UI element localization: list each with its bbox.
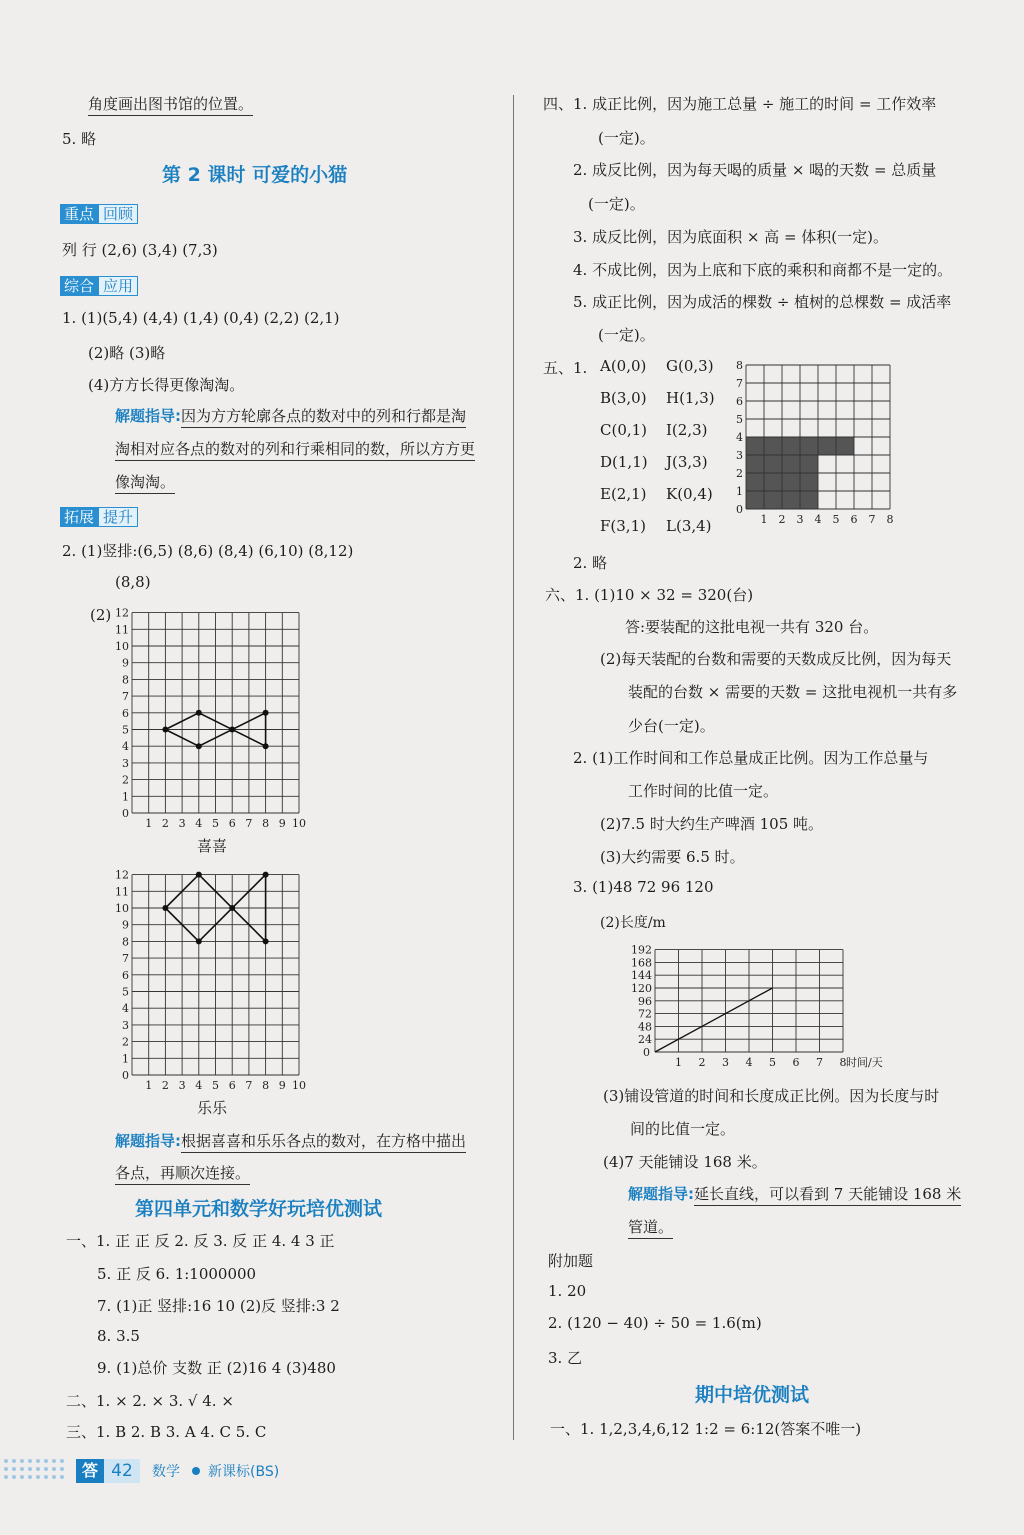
text-line: 3. (1)48 72 96 120 (573, 878, 714, 896)
x-tick-label: 7 (816, 1056, 823, 1069)
text-line: (4)方方长得更像淘淘。 (88, 376, 245, 394)
x-tick-label: 1 (675, 1056, 682, 1069)
y-tick-label: 4 (736, 431, 743, 444)
x-tick-label: 10 (292, 1079, 306, 1092)
column-divider (513, 95, 514, 1440)
section-tag: 拓展 提升 (60, 507, 138, 527)
y-tick-label: 4 (122, 1002, 129, 1016)
filled-cell (764, 437, 782, 455)
text-line: 角度画出图书馆的位置。 (88, 93, 253, 114)
filled-cell (818, 437, 836, 455)
y-tick-label: 1 (736, 485, 743, 498)
x-tick-label: 8 (886, 513, 894, 526)
x-tick-label: 2 (161, 1079, 169, 1092)
y-tick-label: 192 (631, 943, 652, 957)
x-tick-label: 3 (722, 1056, 729, 1069)
y-tick-label: 8 (122, 673, 129, 687)
x-tick-label: 9 (278, 817, 286, 830)
y-tick-label: 5 (122, 985, 129, 999)
data-point (229, 727, 235, 733)
y-tick-label: 24 (638, 1033, 652, 1047)
filled-cell (746, 455, 764, 473)
data-point (162, 727, 168, 733)
coord-item: J(3,3) (666, 453, 708, 471)
section-tag: 综合 应用 (60, 276, 138, 296)
text-line: (一定)。 (598, 129, 655, 147)
y-tick-label: 168 (631, 956, 652, 970)
y-tick-label: 48 (638, 1020, 652, 1034)
y-tick-label: 9 (122, 656, 129, 670)
hint-line: 像淘淘。 (115, 471, 175, 492)
y-tick-label: 2 (122, 773, 129, 787)
x-tick-label: 1 (145, 817, 153, 830)
text-line: (一定)。 (588, 195, 645, 213)
coord-item: G(0,3) (666, 357, 714, 375)
section-tag: 重点 回顾 (60, 204, 138, 224)
filled-cell (746, 473, 764, 491)
text-line: 四、1. 成正比例，因为施工总量 ÷ 施工的时间 = 工作效率 (543, 95, 937, 113)
hint-line: 解题指导:因为方方轮廓各点的数对中的列和行都是淘 (115, 405, 466, 426)
origin-label: 0 (643, 1046, 650, 1059)
text-line: 2. 略 (573, 554, 608, 572)
mid-test-title: 期中培优测试 (695, 1384, 810, 1406)
y-tick-label: 5 (122, 723, 129, 737)
data-point (263, 710, 269, 716)
y-tick-label: 144 (631, 969, 652, 983)
text-line: (8,8) (115, 573, 151, 591)
series-line (655, 988, 773, 1052)
x-tick-label: 8 (262, 1079, 270, 1092)
line-chart (615, 935, 905, 1070)
x-tick-label: 3 (178, 1079, 186, 1092)
y-tick-label: 0 (736, 503, 743, 516)
text-line: 2. (1)竖排:(6,5) (8,6) (8,4) (6,10) (8,12) (62, 542, 354, 560)
data-point (263, 872, 269, 878)
filled-cell (800, 437, 818, 455)
coord-item: D(1,1) (600, 453, 648, 471)
hint-line: 解题指导:根据喜喜和乐乐各点的数对，在方格中描出 (115, 1130, 466, 1151)
x-tick-label: 10 (292, 817, 306, 830)
text-line: 三、1. B 2. B 3. A 4. C 5. C (66, 1423, 267, 1441)
y-tick-label: 11 (115, 885, 129, 899)
text-line: 1. (1)(5,4) (4,4) (1,4) (0,4) (2,2) (2,1) (62, 309, 340, 327)
text-line: 7. (1)正 竖排:16 10 (2)反 竖排:3 2 (97, 1297, 340, 1315)
y-tick-label: 7 (736, 377, 743, 390)
y-tick-label: 96 (638, 994, 652, 1008)
filled-cell (764, 473, 782, 491)
coord-item: F(3,1) (600, 517, 646, 535)
y-tick-label: 10 (115, 902, 129, 915)
text-line: 2. (1)工作时间和工作总量成正比例。因为工作总量与 (573, 749, 929, 767)
x-tick-label: 8 (839, 1056, 847, 1069)
y-tick-label: 3 (122, 756, 129, 770)
coord-item: A(0,0) (600, 357, 647, 375)
x-tick-label: 6 (228, 817, 236, 830)
x-tick-label: 5 (769, 1056, 776, 1069)
page-footer (0, 1455, 1024, 1485)
filled-cell (764, 455, 782, 473)
text-line: 二、1. × 2. × 3. √ 4. × (66, 1392, 234, 1410)
x-tick-label: 4 (195, 1079, 203, 1092)
extra-title: 附加题 (548, 1252, 594, 1270)
x-tick-label: 5 (212, 817, 219, 830)
y-tick-label: 6 (736, 395, 743, 408)
text-line: 少台(一定)。 (628, 717, 715, 735)
x-tick-label: 3 (796, 513, 804, 526)
unit-test-title: 第四单元和数学好玩培优测试 (135, 1198, 383, 1220)
coord-item: B(3,0) (600, 389, 647, 407)
text-line: 答:要装配的这批电视一共有 320 台。 (625, 618, 879, 636)
y-tick-label: 3 (736, 449, 743, 462)
y-tick-label: 10 (115, 640, 129, 653)
y-tick-label: 7 (122, 952, 129, 966)
text-line: 8. 3.5 (97, 1327, 140, 1345)
coord-item: K(0,4) (666, 485, 713, 503)
x-axis-label: 时间/天 (846, 1056, 883, 1069)
x-tick-label: 4 (814, 513, 822, 526)
data-point (162, 905, 168, 911)
x-tick-label: 9 (278, 1079, 286, 1092)
text-line: (4)7 天能铺设 168 米。 (603, 1153, 767, 1171)
text-line: 5. 成正比例，因为成活的棵数 ÷ 植树的总棵数 = 成活率 (573, 293, 952, 311)
text-line: 5. 略 (62, 130, 97, 148)
text-line: 2. (120 − 40) ÷ 50 = 1.6(m) (548, 1314, 762, 1332)
x-tick-label: 4 (195, 817, 203, 830)
y-tick-label: 1 (122, 1052, 129, 1066)
x-tick-label: 2 (698, 1056, 706, 1069)
text-line: 1. 20 (548, 1282, 587, 1300)
x-tick-label: 7 (245, 817, 253, 830)
text-line: 一、1. 1,2,3,4,6,12 1:2 = 6:12(答案不唯一) (550, 1420, 862, 1438)
x-tick-label: 7 (245, 1079, 253, 1092)
y-tick-label: 6 (122, 706, 129, 720)
answer-badge: 答 (76, 1459, 104, 1483)
coord-item: E(2,1) (600, 485, 647, 503)
y-tick-label: 6 (122, 968, 129, 982)
filled-cell (746, 437, 764, 455)
x-tick-label: 6 (850, 513, 858, 526)
filled-cell (800, 491, 818, 509)
text-line: 3. 乙 (548, 1349, 583, 1367)
text-line: 3. 成反比例，因为底面积 × 高 = 体积(一定)。 (573, 228, 888, 246)
coord-item: C(0,1) (600, 421, 648, 439)
x-tick-label: 5 (212, 1079, 219, 1092)
x-tick-label: 1 (145, 1079, 153, 1092)
y-tick-label: 12 (115, 606, 129, 620)
y-tick-label: 4 (122, 740, 129, 754)
text-line: 一、1. 正 正 反 2. 反 3. 反 正 4. 4 3 正 (66, 1232, 335, 1250)
data-point (229, 905, 235, 911)
y-tick-label: 0 (122, 807, 129, 820)
coord-item: I(2,3) (666, 421, 708, 439)
text-line: (2)长度/m (600, 915, 666, 931)
data-point (263, 938, 269, 944)
data-point (196, 938, 202, 944)
x-tick-label: 6 (228, 1079, 236, 1092)
y-tick-label: 5 (736, 413, 743, 426)
data-point (263, 743, 269, 749)
x-tick-label: 4 (745, 1056, 753, 1069)
y-tick-label: 8 (736, 359, 743, 372)
subject-label: 数学 (152, 1464, 180, 1480)
filled-cell (782, 473, 800, 491)
grid-chart-xixi (110, 605, 320, 830)
hint-line: 解题指导:延长直线，可以看到 7 天能铺设 168 米 (628, 1183, 961, 1204)
y-tick-label: 3 (122, 1018, 129, 1032)
chart-caption: 喜喜 (197, 837, 228, 855)
shaded-grid-chart (728, 357, 903, 529)
x-tick-label: 1 (760, 513, 768, 526)
x-tick-label: 5 (832, 513, 840, 526)
text-line: 2. 成反比例，因为每天喝的质量 × 喝的天数 = 总质量 (573, 161, 937, 179)
grid-chart-lele (110, 867, 320, 1092)
filled-cell (746, 491, 764, 509)
text-line: 间的比值一定。 (630, 1120, 736, 1138)
coord-item: L(3,4) (666, 517, 712, 535)
x-tick-label: 8 (262, 817, 270, 830)
filled-cell (782, 491, 800, 509)
y-tick-label: 11 (115, 623, 129, 637)
hint-line: 管道。 (628, 1216, 673, 1237)
x-tick-label: 7 (868, 513, 876, 526)
page-number: 42 (104, 1459, 140, 1483)
y-tick-label: 2 (736, 467, 743, 480)
text-line: (2) (90, 606, 112, 624)
x-tick-label: 2 (161, 817, 169, 830)
filled-cell (782, 437, 800, 455)
y-tick-label: 0 (122, 1069, 129, 1082)
y-tick-label: 120 (631, 982, 652, 995)
y-tick-label: 72 (638, 1007, 652, 1021)
data-point (196, 710, 202, 716)
data-point (196, 872, 202, 878)
text-line: 4. 不成比例，因为上底和下底的乘积和商都不是一定的。 (573, 261, 953, 279)
text-line: 装配的台数 × 需要的天数 = 这批电视机一共有多 (628, 683, 958, 701)
text-line: (3)大约需要 6.5 时。 (600, 848, 745, 866)
y-tick-label: 2 (122, 1035, 129, 1049)
filled-cell (800, 455, 818, 473)
text-line: 六、1. (1)10 × 32 = 320(台) (545, 586, 754, 604)
bullet-icon (192, 1467, 200, 1475)
coord-item: H(1,3) (666, 389, 715, 407)
text-line: (2)每天装配的台数和需要的天数成反比例，因为每天 (600, 650, 952, 668)
filled-cell (836, 437, 854, 455)
filled-cell (800, 473, 818, 491)
data-point (196, 743, 202, 749)
dots-decoration (0, 1455, 75, 1485)
x-tick-label: 3 (178, 817, 186, 830)
filled-cell (782, 455, 800, 473)
text-line: 列 行 (2,6) (3,4) (7,3) (62, 241, 218, 259)
y-tick-label: 9 (122, 918, 129, 932)
text-line: (3)铺设管道的时间和长度成正比例。因为长度与时 (603, 1087, 940, 1105)
y-tick-label: 12 (115, 868, 129, 882)
edition-label: 新课标(BS) (208, 1464, 280, 1480)
x-tick-label: 6 (792, 1056, 800, 1069)
y-tick-label: 1 (122, 790, 129, 804)
text-line: (2)7.5 时大约生产啤酒 105 吨。 (600, 815, 824, 833)
x-tick-label: 2 (778, 513, 786, 526)
text-line: 9. (1)总价 支数 正 (2)16 4 (3)480 (97, 1359, 336, 1377)
hint-line: 各点，再顺次连接。 (115, 1162, 250, 1183)
lesson-title: 第 2 课时 可爱的小猫 (162, 164, 348, 186)
text-line: (2)略 (3)略 (88, 344, 166, 362)
text-line: (一定)。 (598, 326, 655, 344)
filled-cell (764, 491, 782, 509)
hint-line: 淘相对应各点的数对的列和行乘相同的数，所以方方更 (115, 438, 475, 459)
y-tick-label: 7 (122, 690, 129, 704)
text-line: 5. 正 反 6. 1:1000000 (97, 1265, 257, 1283)
y-tick-label: 8 (122, 935, 129, 949)
text-line: 工作时间的比值一定。 (628, 782, 779, 800)
text-line: 五、1. (543, 359, 588, 377)
chart-caption: 乐乐 (197, 1099, 228, 1117)
